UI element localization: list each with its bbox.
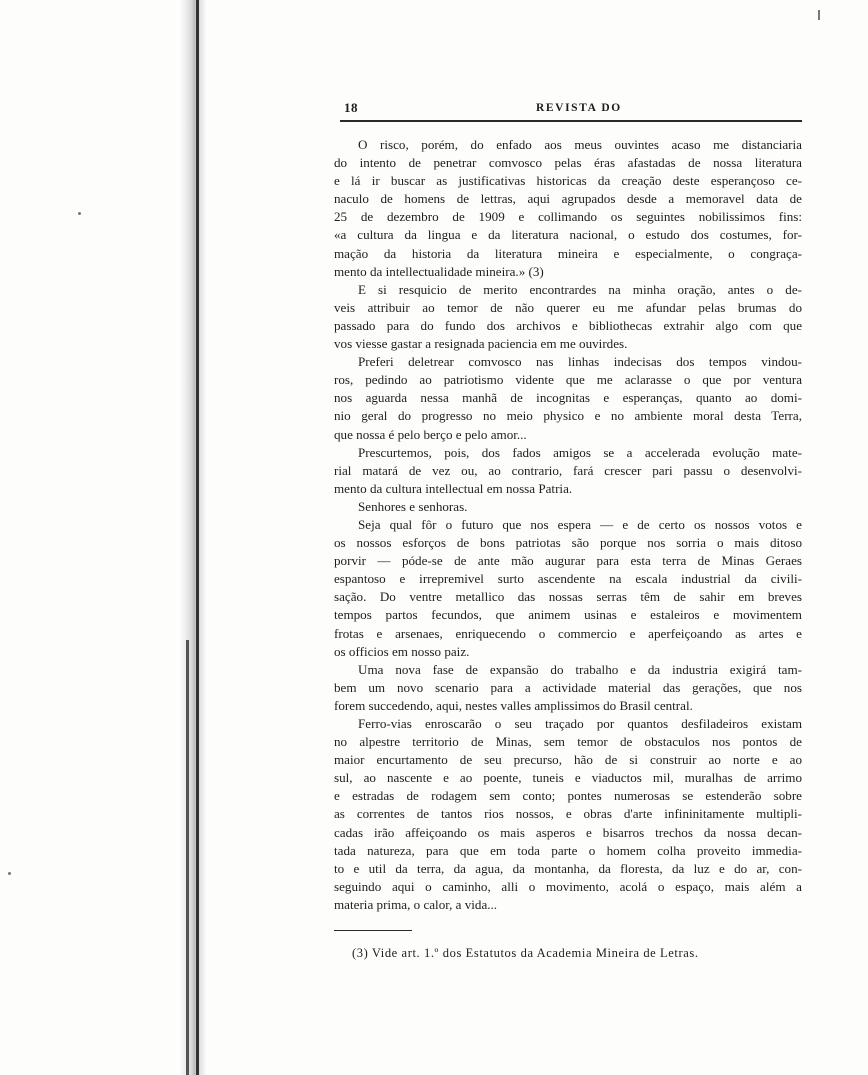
text-line: e estradas de rodagem sem conto; pontes numerosas se estenderão sobre	[334, 788, 802, 804]
text-line: mento da intellectualidade mineira.» (3)	[334, 263, 544, 279]
text-line: sul, ao nascente e ao poente, tuneis e viaductos mil, muralhas de arrimo	[334, 770, 802, 786]
text-line: vos viesse gastar a resignada paciencia em me ouvirdes.	[334, 336, 628, 352]
body-text	[334, 136, 802, 914]
scan-speck	[78, 212, 81, 215]
text-line: bem um novo scenario para a actividade material das gerações, que nos	[334, 679, 802, 695]
footnote-rule	[334, 930, 412, 931]
text-line: mento da cultura intellectual em nossa Patria.	[334, 480, 573, 496]
text-line: E si resquicio de merito encontrardes na minha oração, antes o de-	[358, 281, 802, 297]
text-line: os officios em nosso paiz.	[334, 643, 470, 659]
text-line: veis attribuir ao temor de não querer eu me afundar pelas brumas do	[334, 299, 802, 315]
text-line: forem succedendo, aqui, nestes valles amplissimos do Brasil central.	[334, 697, 693, 713]
page-number: 18	[344, 100, 358, 115]
text-line: seguindo aqui o caminho, alli o movimento, acolá o espaço, mais além a	[334, 878, 802, 894]
text-line: Ferro-vias enroscarão o seu traçado por quantos desfiladeiros existam	[358, 716, 802, 731]
text-line: porvir — póde-se de ante mão augurar para esta terra de Minas Geraes	[334, 553, 802, 569]
text-line: rial matará de vez ou, ao contrario, fará crescer pari passu o desenvolvi-	[334, 462, 802, 478]
text-line: do intento de penetrar comvosco pelas éras afastadas de nossa literatura	[334, 155, 802, 171]
text-line: passado para do fundo dos archivos e bibliothecas extrahir algo com que	[334, 317, 802, 333]
text-line: mação da historia da literatura mineira e especialmente, o congraça-	[334, 245, 802, 261]
text-line: espantoso e irrepremivel surto ascendente na escala industrial da civili-	[334, 571, 802, 587]
text-line: Uma nova fase de expansão do trabalho e da industria exigirá tam-	[358, 661, 802, 677]
text-line: Senhores e senhoras.	[358, 498, 468, 514]
text-line: que nossa é pelo berço e pelo amor...	[334, 426, 527, 442]
text-line: Preferi deletrear comvosco nas linhas indecisas dos tempos vindou-	[358, 354, 802, 370]
text-line: as correntes de tantos rios nossos, e obras d'arte infininitamente multipli-	[334, 806, 802, 822]
scan-speck	[8, 872, 11, 875]
header-rule	[340, 120, 802, 122]
binding-edge-line	[196, 0, 199, 1075]
text-line: naculo de homens de lettras, aqui agrupados desde a memoravel data de	[334, 191, 802, 207]
text-line: tada natureza, para que em toda parte o homem colha proveito immedia-	[334, 842, 802, 858]
text-line: no alpestre territorio de Minas, sem temor de obstaculos nos pontos de	[334, 734, 802, 750]
text-line: O risco, porém, do enfado aos meus ouvintes acaso me distanciaria	[358, 137, 802, 152]
text-line: maior encurtamento de seu precurso, hão de si construir ao norte e ao	[334, 752, 802, 768]
binding-edge-line-lower	[186, 640, 189, 1075]
page-binding-shadow	[180, 0, 206, 1075]
text-line: materia prima, o calor, a vida...	[334, 896, 498, 912]
text-line: nos aguarda nessa manhã de incognitas e esperanças, quanto ao domi-	[334, 390, 802, 406]
text-line: 25 de dezembro de 1909 e collimando os seguintes nobilissimos fins:	[334, 209, 802, 225]
text-line: frotas e arsenaes, enriquecendo o commercio e aperfeiçoando as artes e	[334, 625, 802, 641]
text-line: Seja qual fôr o futuro que nos espera — e de certo os nossos votos e	[358, 516, 802, 532]
page-header	[340, 96, 802, 118]
text-line: to e util da terra, da agua, da montanha, da floresta, da luz e do ar, con-	[334, 860, 802, 876]
footnote: (3) Vide art. 1.º dos Estatutos da Academia Mineira de Letras.	[352, 946, 699, 960]
text-line: sação. Do ventre metallico das nossas serras têm de sahir em breves	[334, 589, 802, 605]
text-line: Prescurtemos, pois, dos fados amigos se a accelerada evolução mate-	[358, 444, 802, 460]
text-line: os nossos esforços de bons patriotas são porque nos sorria o mais ditoso	[334, 535, 802, 551]
text-line: nio geral do progresso no meio physico e no ambiente moral desta Terra,	[334, 408, 802, 424]
text-line: cadas irão affeiçoando os mais asperos e bisarros trechos da nossa decan-	[334, 824, 802, 840]
text-line: «a cultura da lingua e da literatura nacional, o estudo dos costumes, for-	[334, 227, 802, 243]
text-line: e lá ir buscar as justificativas historicas da creação deste esperançoso ce-	[334, 173, 802, 189]
scan-speck	[818, 10, 820, 20]
text-line: tempos partos fecundos, que animem usinas e estaleiros e movimentem	[334, 607, 802, 623]
running-head: REVISTA DO	[536, 102, 622, 114]
text-line: ros, pedindo ao patriotismo vidente que me aclarasse o que por ventura	[334, 372, 802, 388]
